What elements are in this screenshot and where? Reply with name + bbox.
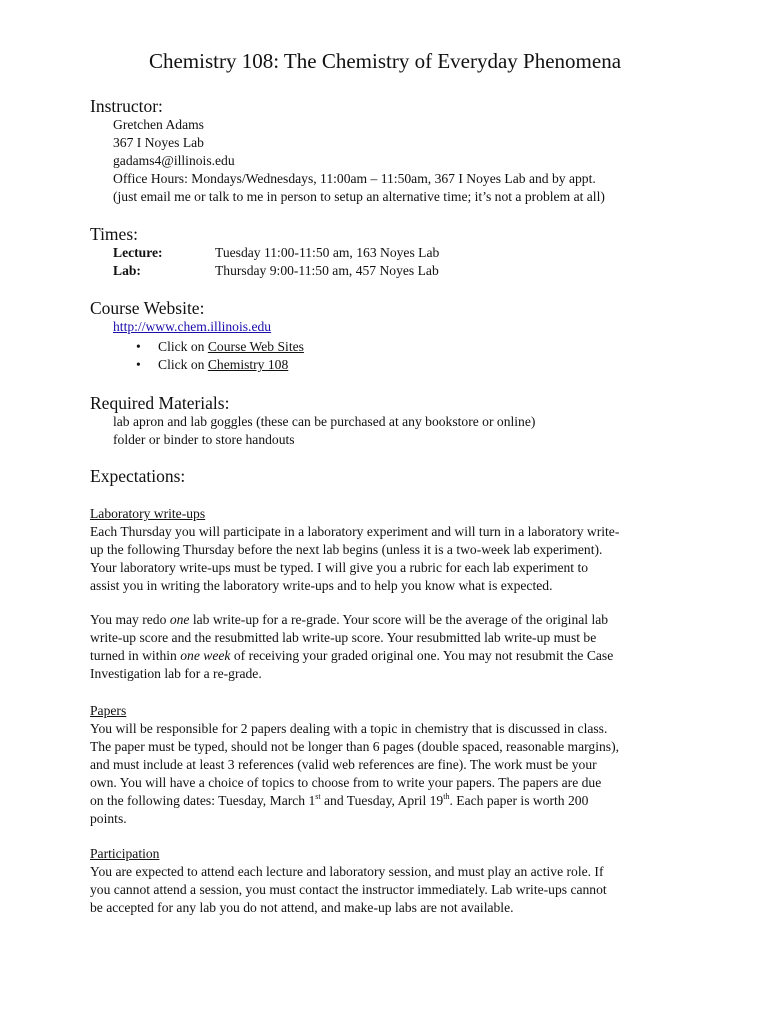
paragraph-line: Investigation lab for a re-grade. [90,666,262,681]
paragraph-line: own. You will have a choice of topics to choose from to write your papers. The papers are due [90,775,602,790]
paragraph-line: Each Thursday you will participate in a laboratory experiment and will turn in a laboratory write- [90,524,620,539]
papers-heading: Papers [90,703,127,718]
emphasis-text: one [169,612,190,627]
paragraph-line: Your laboratory write-ups must be typed. I will give you a rubric for each lab experiment to [90,560,589,575]
material-item: folder or binder to store handouts [113,432,295,447]
paragraph-line: up the following Thursday before the next lab begins (unless it is a two-week lab experiment). [90,542,603,557]
bullet-item-course-web-sites [158,338,304,356]
lab-label: Lab: [113,263,141,278]
paragraph-line [90,611,608,629]
paragraph-line [90,647,613,665]
expectations-heading: Expectations: [90,466,186,486]
text-run: . Each paper is worth 200 [449,793,589,808]
paragraph-line: assist you in writing the laboratory write-ups and to help you know what is expected. [90,578,553,593]
text-run: of receiving your graded original one. You may not resubmit the Case [230,648,614,663]
bullet-icon: • [136,339,141,354]
office-hours-note: (just email me or talk to me in person to setup an alternative time; it’s not a problem at all) [113,189,605,204]
paragraph-line: be accepted for any lab you do not attend, and make-up labs are not available. [90,900,514,915]
course-web-sites-link[interactable]: Course Web Sites [207,339,304,354]
paragraph-line: You are expected to attend each lecture and laboratory session, and must play an active role. If [90,864,604,879]
superscript: th [443,792,450,801]
chemistry-108-link[interactable]: Chemistry 108 [207,357,289,372]
paragraph-line: you cannot attend a session, you must contact the instructor immediately. Lab write-ups cannot [90,882,607,897]
paragraph-line: write-up score and the resubmitted lab write-up score. Your resubmitted lab write-up must be [90,630,597,645]
lecture-value: Tuesday 11:00-11:50 am, 163 Noyes Lab [215,245,440,260]
superscript: st [315,792,321,801]
instructor-office: 367 I Noyes Lab [113,135,204,150]
instructor-name: Gretchen Adams [113,117,204,132]
website-heading: Course Website: [90,298,205,318]
office-hours: Office Hours: Mondays/Wednesdays, 11:00am – 11:50am, 367 I Noyes Lab and by appt. [113,171,596,186]
material-item: lab apron and lab goggles (these can be purchased at any bookstore or online) [113,414,536,429]
bullet-icon: • [136,357,141,372]
text-run: lab write-up for a re-grade. Your score will be the average of the original lab [189,612,609,627]
materials-heading: Required Materials: [90,393,230,413]
text-run: on the following dates: Tuesday, March 1 [90,793,316,808]
lecture-label: Lecture: [113,245,163,260]
text-run: You may redo [90,612,170,627]
participation-heading: Participation [90,846,160,861]
paragraph-line [90,792,588,810]
paragraph-line: You will be responsible for 2 papers dealing with a topic in chemistry that is discussed in class. [90,721,608,736]
text-run: and Tuesday, April 19 [320,793,444,808]
emphasis-text: one week [180,648,231,663]
bullet-prefix: Click on [158,357,208,372]
page-title: Chemistry 108: The Chemistry of Everyday Phenomena [148,49,622,73]
instructor-email: gadams4@illinois.edu [113,153,235,168]
instructor-heading: Instructor: [90,96,163,116]
lab-writeups-heading: Laboratory write-ups [90,506,206,521]
course-website-link[interactable]: http://www.chem.illinois.edu [113,319,272,334]
paragraph-line: and must include at least 3 references (valid web references are fine). The work must be your [90,757,597,772]
paragraph-line: The paper must be typed, should not be longer than 6 pages (double spaced, reasonable margins), [90,739,620,754]
times-heading: Times: [90,224,138,244]
text-run: turned in within [90,648,181,663]
bullet-item-chemistry-108 [158,356,288,374]
paragraph-line: points. [90,811,127,826]
lab-value: Thursday 9:00-11:50 am, 457 Noyes Lab [215,263,439,278]
bullet-prefix: Click on [158,339,208,354]
